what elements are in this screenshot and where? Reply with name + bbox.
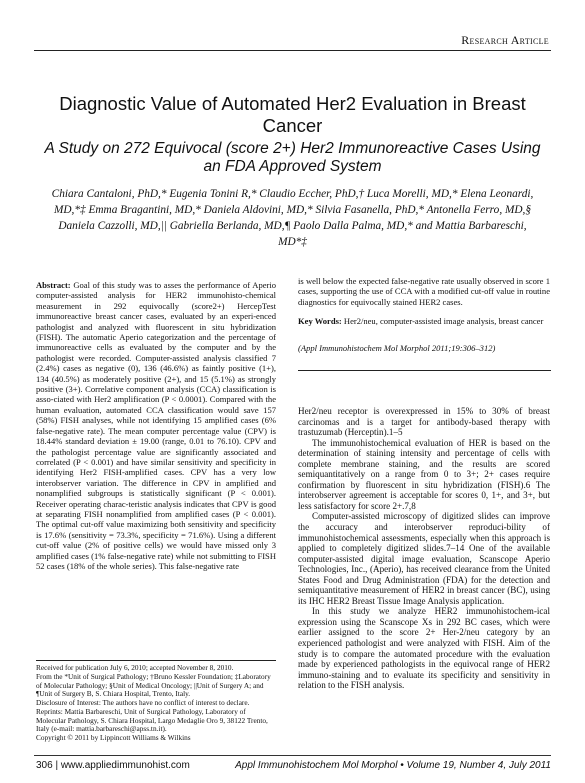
body-paragraph: Her2/neu receptor is overexpressed in 15% to 30% of breast carcinomas and is a target for antibody-based therapy with trastuzumab (Herceptin).1–5 [298,406,550,438]
footnote-copyright: Copyright © 2011 by Lippincott Williams & Wilkins [36,733,191,742]
body-paragraph: In this study we analyze HER2 immunohistochem-ical expression using the Scanscope Xs in 292 BC cases, which were earlier assigned to the score 2+ Her-2/neu category by an experienced pathologist and were analyzed with FISH. Aim of the study is to compare the automated procedure with the evaluation made by experienced pathologists in the equivocal range of HER2 immuno-staining and to evaluate its specificity and sensitivity in relation to the FISH analysis. [298,606,550,691]
article-subtitle: A Study on 272 Equivocal (score 2+) Her2 Immunoreactive Cases Using an FDA Approved System [44,140,541,175]
footer-page-site: 306 | www.appliedimmunohist.com [36,760,190,771]
section-divider [298,370,551,371]
keywords-label: Key Words: [298,316,342,326]
footnote-reprints: Reprints: Mattia Barbareschi, Unit of Surgical Pathology, Laboratory of Molecular Pathology, S. Chiara Hospital, Largo Medaglie Oro 9, 38122 Trento, Italy (e-mail: mattia.barbareschi@apss.tn.it). [36,706,268,734]
keywords-text: Her2/neu, computer-assisted image analysis, breast cancer [343,316,544,326]
header-rule [34,50,551,51]
journal-citation: (Appl Immunohistochem Mol Morphol 2011;19:306–312) [298,343,496,353]
footnote-affiliations: From the *Unit of Surgical Pathology; †Bruno Kessler Foundation; ‡Laboratory of Molecular Pathology; §Unit of Medical Oncology; ||Unit of Surgery A; and ¶Unit of Surgery B, S. Chiara Hospital, Trento, Italy. [36,671,271,699]
footnote-received: Received for publication July 6, 2010; accepted November 8, 2010. [36,663,234,672]
footnote-rule [36,660,276,661]
keywords [298,316,550,326]
footer-rule [34,755,551,756]
footnote-disclosure: Disclosure of Interest: The authors have no conflict of interest to declare. [36,698,250,707]
footer-journal: Appl Immunohistochem Mol Morphol • Volume 19, Number 4, July 2011 [235,760,551,771]
body-paragraph: Computer-assisted microscopy of digitized slides can improve the accuracy and interobserver reproduci-bility of immunohistochemical assessments, especially when this approach is applied to completely digitized slides.7–14 One of the available computer-assisted digital image evaluation, Scanscope Aperio Technologies, Inc., (Aperio), has received clearance from the United States Food and Drug Administration (FDA) for the detection and semiquantitative measurement of HER2 in breast cancer (BC), using its IHC HER2 Breast Tissue Image Analysis application. [298,511,550,606]
intro-body [298,406,550,691]
section-label: Research Article [461,33,549,47]
abstract-label: Abstract: [36,280,71,290]
abstract-text: Goal of this study was to asses the performance of Aperio computer-assisted analysis for HER2 immunohisto-chemical measurement in 292 equivocally (score2+) HercepTest immunoreactive breast cancer cases, evaluated by an experi-enced pathologist and analyzed with fluorescent in situ hybridization (FISH). The automatic Aperio categorization and the percentage of immunoreactive cells as evaluated by the computer and by the pathologist were recorded. Computer-assisted analysis classified 7 (2.4%) cases as negative (0), 136 (46.6%) as faintly positive (1+), 134 (40.5%) as moderately positive (2+), and 15 (5.1%) as strongly positive (3+). Correlative component analysis (CCA) classification is asso-ciated with Her2 amplification (P < 0.0001). Compared with the human evaluation, automated CCA classification would save 157 (58%) FISH analyses, while not identifying 15 amplified cases (6% false-negative rate). The mean computer percentage value (CPV) is 18.44% standard deviation ± 19.00 (range, 0.01 to 76.10). CPV and the pathologist percentage value are significantly associated and correlated (P < 0.001) and have similar sensitivity and specificity in identifying Her2 FISH-amplified cases. CPV has a very low interobserver variation. The difference in CPV in amplified and nonamplified subgroups is statistically significant (P < 0.001). Receiver operating charac-teristic analysis indicates that CPV is good at separating FISH nonamplified from amplified cases (P < 0.001). The optimal cut-off value maximizing both sensitivity and specificity is 17.6% (sensitivity = 73.3%, specificity = 71.6%). Using a different cut-off value (2% of positive cells) we would have missed only 3 amplified cases (1% false-negative rate) while not submitting to FISH 52 cases (18% of the whole series). This false-negative rate [36,280,277,571]
footnotes [36,664,276,743]
abstract-continuation: is well below the expected false-negative rate usually observed in score 1 cases, supporting the use of CCA with a modified cut-off value in routine diagnostics for equivocally stained HER2 cases. [298,276,550,307]
article-title: Diagnostic Value of Automated Her2 Evaluation in Breast Cancer [59,93,526,136]
author-list: Chiara Cantaloni, PhD,* Eugenia Tonini R,* Claudio Eccher, PhD,† Luca Morelli, MD,* Elena Leonardi, MD,*‡ Emma Bragantini, MD,* Daniela Aldovini, MD,* Silvia Fasanella, PhD,* Antonella Ferro, MD,§ Daniela Cazzolli, MD,|| Gabriella Berlanda, MD,¶ Paolo Dalla Palma, MD,* and Mattia Barbareschi, MD*‡ [51,188,534,248]
body-paragraph: The immunohistochemical evaluation of HER is based on the determination of staining intensity and percentage of cells with complete membrane staining, and the results are scored semiquantitatively on a range from 0 to 3+; 2+ cases require confirmation by fluorescent in situ hybridization (FISH).6 The interobserver agreement is acceptable for scores 0, 1+, and 3+, but less satisfactory for score 2+.7,8 [298,437,550,511]
abstract [36,280,276,571]
